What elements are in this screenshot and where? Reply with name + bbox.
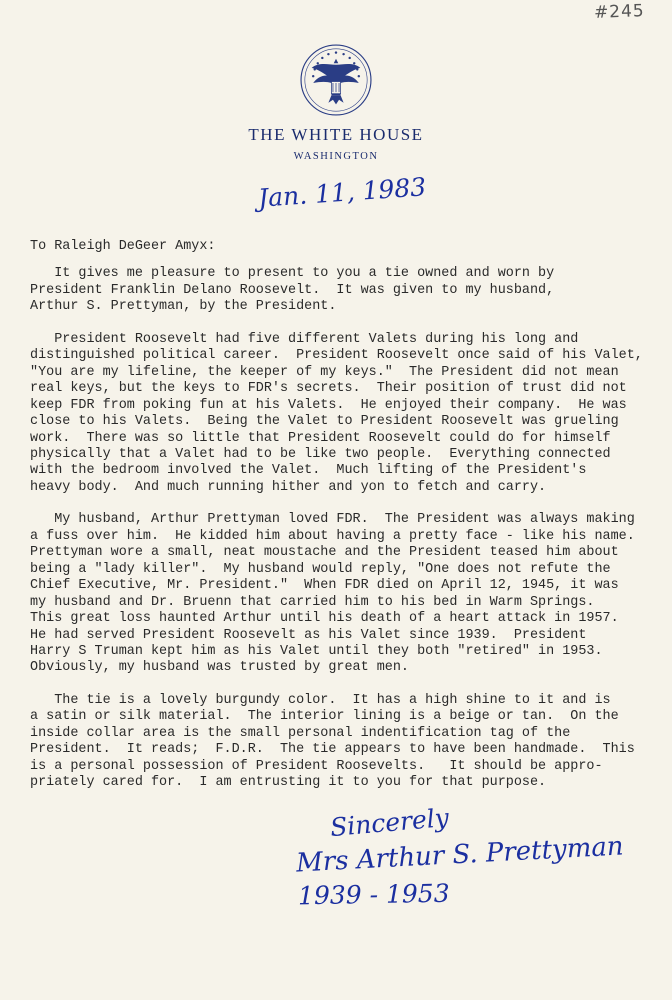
paragraph-line: distinguished political career. President Roosevelt once said of his Valet, <box>30 348 643 364</box>
paragraph-line: is a personal possession of President Roosevelts. It should be appro- <box>30 758 603 774</box>
paragraph-line: keep FDR from poking fun at his Valets. He enjoyed their company. He was <box>30 397 627 413</box>
paragraph-line: President Roosevelt had five different Valets during his long and <box>30 331 579 347</box>
paragraph-line: my husband and Dr. Bruenn that carried him to his bed in Warm Springs. <box>30 594 595 610</box>
paragraph-line: This great loss haunted Arthur until his death of a heart attack in 1957. <box>30 611 619 627</box>
paragraph <box>30 693 643 792</box>
paragraph-line: real keys, but the keys to FDR's secrets. Their position of trust did not <box>30 381 627 397</box>
paragraph-line: Obviously, my husband was trusted by great men. <box>30 660 409 676</box>
handwritten-closing: Sincerely <box>328 802 450 843</box>
presidential-seal-icon <box>298 42 374 118</box>
paragraph-line: "You are my lifeline, the keeper of my keys." The President did not mean <box>30 364 619 380</box>
paragraph-line: Prettyman wore a small, neat moustache and the President teased him about <box>30 545 619 561</box>
paragraph-line: President Franklin Delano Roosevelt. It was given to my husband, <box>30 282 555 298</box>
handwritten-years: 1939 - 1953 <box>297 878 450 911</box>
paragraph-line: close to his Valets. Being the Valet to President Roosevelt was grueling <box>30 414 619 430</box>
letterhead-title: THE WHITE HOUSE <box>248 125 424 144</box>
paragraph <box>30 512 643 677</box>
paragraph-line: He had served President Roosevelt as his Valet since 1939. President <box>30 627 587 643</box>
paragraph-line: My husband, Arthur Prettyman loved FDR. The President was always making <box>30 512 635 528</box>
paragraph-line: The tie is a lovely burgundy color. It has a high shine to it and is <box>30 692 611 708</box>
paragraph-line: a fuss over him. He kidded him about having a pretty face - like his name. <box>30 528 635 544</box>
paragraph <box>30 266 643 315</box>
paragraph-line: heavy body. And much running hither and yon to fetch and carry. <box>30 479 547 495</box>
paragraph-line: a satin or silk material. The interior lining is a beige or tan. On the <box>30 709 619 725</box>
paragraph-line: It gives me pleasure to present to you a tie owned and worn by <box>30 266 555 282</box>
paragraph-line: work. There was so little that President Roosevelt could do for himself <box>30 430 611 446</box>
catalog-number: #245 <box>593 1 646 23</box>
paragraph-line: President. It reads; F.D.R. The tie appears to have been handmade. This <box>30 742 635 758</box>
letterhead-subtitle: WASHINGTON <box>293 151 379 162</box>
handwritten-date: Jan. 11, 1983 <box>257 172 428 213</box>
paragraph <box>30 332 643 497</box>
salutation: To Raleigh DeGeer Amyx: <box>30 239 216 254</box>
paragraph-line: Chief Executive, Mr. President." When FDR died on April 12, 1945, it was <box>30 578 619 594</box>
handwritten-signature: Mrs Arthur S. Prettyman <box>295 831 625 879</box>
paragraph-line: physically that a Valet had to be like two people. Everything connected <box>30 446 611 462</box>
paragraph-line: being a "lady killer". My husband would reply, "One does not refute the <box>30 561 611 577</box>
paragraph-line: Arthur S. Prettyman, by the President. <box>30 299 337 315</box>
paragraph-line: with the bedroom involved the Valet. Much lifting of the President's <box>30 463 587 479</box>
paragraph-line: Harry S Truman kept him as his Valet until they both "retired" in 1953. <box>30 643 603 659</box>
letter-body <box>30 239 643 808</box>
paragraph-line: priately cared for. I am entrusting it to you for that purpose. <box>30 775 547 791</box>
paragraph-line: inside collar area is the small personal indentification tag of the <box>30 725 571 741</box>
